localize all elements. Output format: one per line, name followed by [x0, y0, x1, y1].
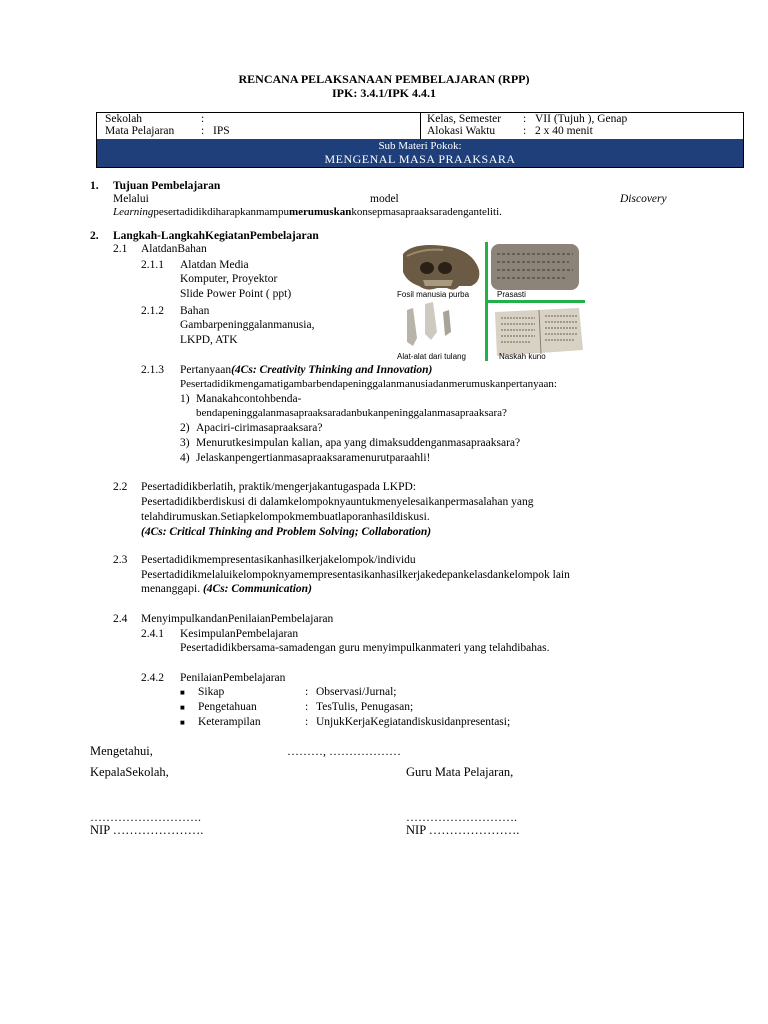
- mengetahui-label: Mengetahui,: [90, 744, 153, 758]
- assessment-pengetahuan-label: Pengetahuan: [198, 701, 257, 713]
- caption-bone-tools: Alat-alat dari tulang: [397, 352, 466, 361]
- artifact-image-collage: [393, 242, 585, 361]
- sekolah-label: Sekolah: [105, 113, 143, 125]
- question3-number: 3): [180, 437, 190, 449]
- document-subtitle: IPK: 3.4.1/IPK 4.4.1: [332, 86, 436, 100]
- assessment-keterampilan-colon: :: [305, 716, 309, 728]
- fossil-skull-image: [403, 245, 479, 290]
- kepala-nip: NIP ………………….: [90, 823, 204, 837]
- s213-number: 2.1.3: [141, 364, 164, 376]
- kelas-value: VII (Tujuh ), Genap: [535, 113, 628, 125]
- question2-number: 2): [180, 422, 190, 434]
- section2-heading: Langkah-LangkahKegiatanPembelajaran: [113, 230, 319, 242]
- s211-label: Alatdan Media: [180, 259, 249, 271]
- s212-item-b: LKPD, ATK: [180, 334, 238, 346]
- question4-number: 4): [180, 452, 190, 464]
- alokasi-value: 2 x 40 menit: [535, 125, 593, 137]
- bullet-pengetahuan-icon: ■: [180, 703, 185, 712]
- caption-manuscript: Naskah kuno: [499, 352, 546, 361]
- question4-text: Jelaskanpengertianmasapraaksaramenurutparaahli!: [196, 452, 431, 464]
- s212-number: 2.1.2: [141, 305, 164, 317]
- question2-text: Apaciri-cirimasapraaksara?: [196, 422, 323, 434]
- assessment-sikap-value: Observasi/Jurnal;: [316, 686, 397, 698]
- guru-nip: NIP ………………….: [406, 823, 520, 837]
- collage-divider-horizontal: [485, 300, 585, 303]
- s22-4cs: (4Cs: Critical Thinking and Problem Solving; Collaboration): [141, 526, 432, 538]
- kepala-name-placeholder: ……………………….: [90, 810, 201, 824]
- section1-word-model: model: [370, 193, 399, 205]
- sub-materi-label: Sub Materi Pokok:: [378, 140, 462, 152]
- date-placeholder: ………, ………………: [287, 744, 401, 758]
- s213-label: Pertanyaan: [180, 364, 232, 376]
- question1-line1: Manakahcontohbenda-: [196, 393, 302, 405]
- s23-4cs: (4Cs: Communication): [202, 583, 312, 595]
- section1-word-melalui: Melalui: [113, 193, 149, 205]
- s242-number: 2.4.2: [141, 672, 164, 684]
- s241-number: 2.4.1: [141, 628, 164, 640]
- bullet-keterampilan-icon: ■: [180, 718, 185, 727]
- guru-label: Guru Mata Pelajaran,: [406, 765, 514, 779]
- s241-text: Pesertadidikbersama-samadengan guru menyimpulkanmateri yang telahdibahas.: [180, 642, 550, 654]
- question1-line2: bendapeninggalanmasapraaksaradanbukanpeninggalanmasapraaksara?: [196, 407, 507, 419]
- s22-line3: telahdirumuskan.Setiapkelompokmembuatlaporanhasildiskusi.: [141, 511, 430, 523]
- objective-bold-verb: merumuskan: [288, 206, 352, 218]
- kepala-sekolah-label: KepalaSekolah,: [90, 765, 169, 779]
- assessment-keterampilan-value: UnjukKerjaKegiatandiskusidanpresentasi;: [316, 716, 511, 728]
- s22-line2: Pesertadidikberdiskusi di dalamkelompoknyauntukmenyelesaikanpermasalahan yang: [141, 496, 534, 508]
- learning-word: Learning: [113, 206, 154, 218]
- mapel-value: IPS: [213, 125, 230, 137]
- s212-label: Bahan: [180, 305, 210, 317]
- kelas-label: Kelas, Semester: [427, 113, 502, 125]
- question3-text: Menurutkesimpulan kalian, apa yang dimaksuddenganmasapraaksara?: [196, 437, 521, 449]
- section1-word-discovery: Discovery: [620, 193, 667, 205]
- question1-number: 1): [180, 393, 190, 405]
- assessment-pengetahuan-value: TesTulis, Penugasan;: [316, 701, 414, 713]
- objective-part-a: pesertadidikdiharapkanmampu: [153, 206, 289, 218]
- bone-tools-image: [407, 302, 451, 346]
- s242-label: PenilaianPembelajaran: [180, 672, 286, 684]
- section1-heading: Tujuan Pembelajaran: [113, 180, 221, 192]
- s22-line1: Pesertadidikberlatih, praktik/mengerjakantugaspada LKPD:: [141, 481, 416, 493]
- s21-number: 2.1: [113, 243, 128, 255]
- s212-item-a: Gambarpeninggalanmanusia,: [180, 319, 315, 331]
- mapel-label: Mata Pelajaran: [105, 125, 175, 137]
- sekolah-colon: :: [201, 113, 205, 125]
- alokasi-label: Alokasi Waktu: [427, 125, 496, 137]
- kelas-colon: :: [523, 113, 527, 125]
- caption-fossil: Fosil manusia purba: [397, 290, 470, 299]
- s23-line1: Pesertadidikmempresentasikanhasilkerjakelompok/individu: [141, 554, 416, 566]
- s22-number: 2.2: [113, 481, 128, 493]
- section1-number: 1.: [90, 180, 99, 192]
- sub-materi-band: [97, 139, 743, 167]
- old-manuscript-image: [495, 308, 583, 356]
- header-table: [96, 112, 744, 168]
- alokasi-colon: :: [523, 125, 527, 137]
- s23-line3: [141, 583, 312, 595]
- guru-name-placeholder: ……………………….: [406, 810, 517, 824]
- s24-number: 2.4: [113, 613, 128, 625]
- objective-part-b: konsepmasapraaksaradenganteliti.: [351, 206, 502, 218]
- s241-label: KesimpulanPembelajaran: [180, 628, 299, 640]
- s23-number: 2.3: [113, 554, 128, 566]
- caption-prasasti: Prasasti: [497, 290, 526, 299]
- s211-number: 2.1.1: [141, 259, 164, 271]
- s21-label: AlatdanBahan: [141, 243, 207, 255]
- s213-label-line: [180, 364, 432, 376]
- s213-intro: Pesertadidikmengamatigambarbendapeninggalanmanusiadanmerumuskanpertanyaan:: [180, 378, 557, 390]
- sub-materi-value: MENGENAL MASA PRAAKSARA: [324, 152, 516, 166]
- header-divider: [420, 113, 421, 139]
- assessment-sikap-label: Sikap: [198, 686, 225, 698]
- document-title: RENCANA PELAKSANAAN PEMBELAJARAN (RPP): [238, 72, 530, 86]
- s211-item-a: Komputer, Proyektor: [180, 273, 278, 285]
- s24-label: MenyimpulkandanPenilaianPembelajaran: [141, 613, 334, 625]
- s211-item-b: Slide Power Point ( ppt): [180, 288, 292, 300]
- assessment-sikap-colon: :: [305, 686, 309, 698]
- assessment-keterampilan-label: Keterampilan: [198, 716, 261, 728]
- s213-4cs: (4Cs: Creativity Thinking and Innovation): [231, 364, 433, 376]
- inscription-stone-image: [491, 244, 579, 290]
- section2-number: 2.: [90, 230, 99, 242]
- section1-objective: [113, 206, 502, 218]
- s23-line2: Pesertadidikmelaluikelompoknyamempresentasikanhasilkerjakedepankelasdankelompok lain: [141, 569, 570, 581]
- artifact-collage-svg: [393, 242, 585, 361]
- s23-menanggapi: menanggapi.: [141, 583, 201, 595]
- assessment-pengetahuan-colon: :: [305, 701, 309, 713]
- mapel-colon: :: [201, 125, 205, 137]
- bullet-sikap-icon: ■: [180, 688, 185, 697]
